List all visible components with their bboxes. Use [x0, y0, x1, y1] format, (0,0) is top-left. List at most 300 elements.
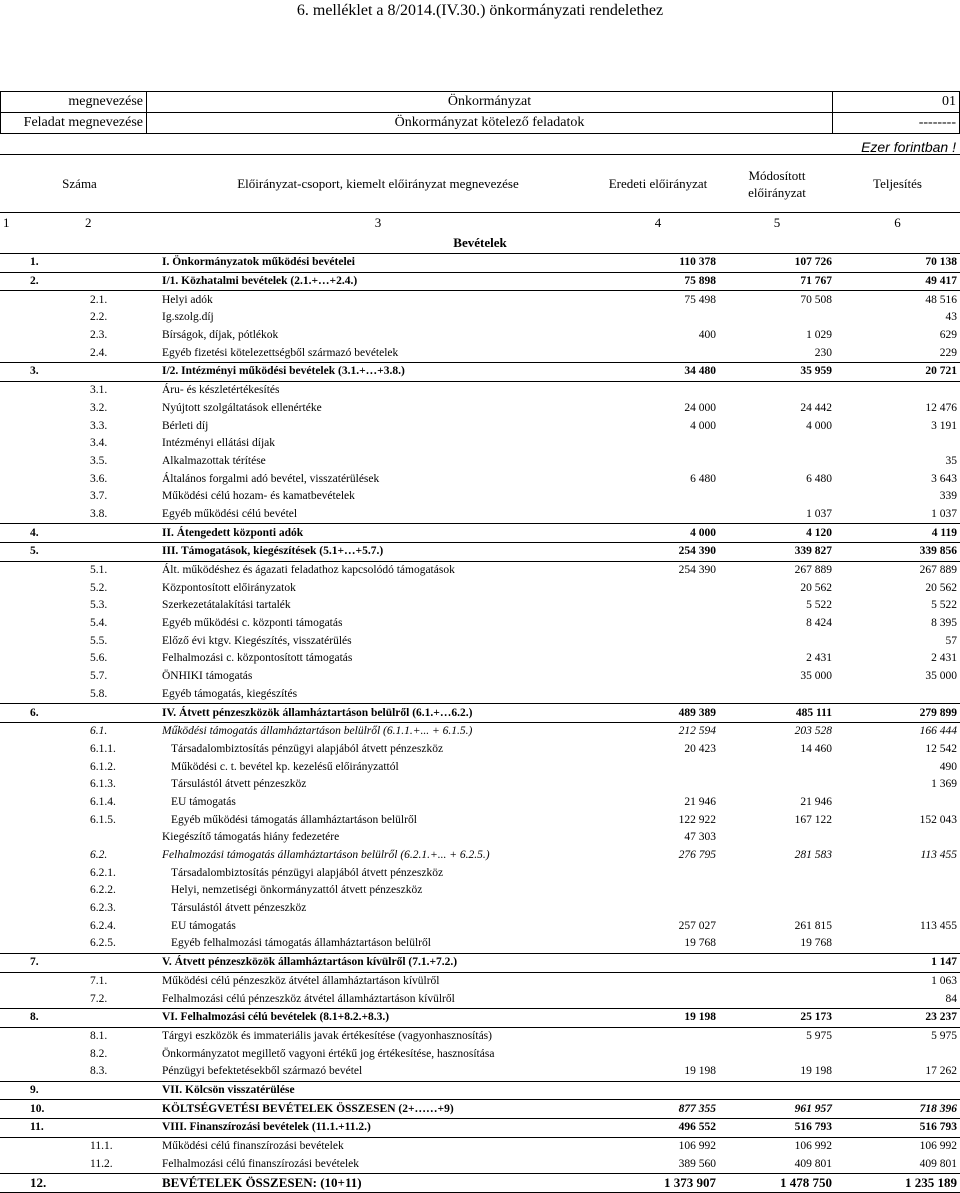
- row-teljesites: [835, 435, 960, 453]
- row-teljesites: 12 476: [925, 401, 957, 414]
- row-teljesites: 267 889: [919, 564, 957, 577]
- row-subnumber: 3.6.: [90, 472, 108, 485]
- row-subnumber: [82, 953, 159, 972]
- row-eredeti: [597, 900, 719, 918]
- row-number: [0, 597, 82, 615]
- row-number: [0, 344, 82, 362]
- row-eredeti: [597, 506, 719, 524]
- row-name: Pénzügyi befektetésekből származó bevétel: [162, 1065, 363, 1078]
- row-subnumber: [82, 543, 159, 562]
- row-name: ÖNHIKI támogatás: [162, 670, 253, 683]
- row-eredeti: [597, 579, 719, 597]
- row-eredeti: 106 992: [678, 1140, 716, 1153]
- row-modositott: 35 000: [800, 670, 832, 683]
- row-modositott: 261 815: [794, 919, 832, 932]
- row-eredeti: [597, 864, 719, 882]
- row-name: Központosított előirányzatok: [162, 581, 296, 594]
- row-teljesites: 20 562: [925, 581, 957, 594]
- row-subnumber: 11.1.: [90, 1140, 113, 1153]
- row-teljesites: 4 119: [835, 524, 960, 543]
- row-name: KÖLTSÉGVETÉSI BEVÉTELEK ÖSSZESEN (2+……+9): [159, 1100, 597, 1119]
- row-number: [0, 1155, 82, 1173]
- row-name: Egyéb felhalmozási támogatás államháztartáson belülről: [171, 937, 431, 950]
- row-subnumber: [82, 272, 159, 291]
- row-teljesites: 629: [939, 329, 957, 342]
- row-subnumber: [82, 1174, 159, 1193]
- row-teljesites: [835, 935, 960, 953]
- row-name: Ig.szolg.díj: [162, 311, 214, 324]
- row-eredeti: 19 198: [597, 1008, 719, 1027]
- row-eredeti: 276 795: [678, 849, 716, 862]
- row-subnumber: 6.2.: [90, 849, 108, 862]
- table-row: [0, 882, 960, 900]
- row-subnumber: 2.3.: [90, 329, 108, 342]
- row-number: 3.: [0, 363, 82, 382]
- row-name: Társadalombiztosítás pénzügyi alapjából átvett pénzeszköz: [171, 866, 444, 879]
- row-number: [0, 882, 82, 900]
- row-eredeti: 122 922: [678, 813, 716, 826]
- table-row: [0, 917, 960, 935]
- table-row: [0, 615, 960, 633]
- row-modositott: 8 424: [806, 617, 832, 630]
- row-teljesites: 516 793: [835, 1119, 960, 1138]
- row-modositott: 203 528: [794, 725, 832, 738]
- row-teljesites: 166 444: [919, 725, 957, 738]
- row-teljesites: 279 899: [835, 704, 960, 723]
- table-row: [0, 632, 960, 650]
- row-teljesites: 1 037: [931, 507, 957, 520]
- row-subnumber: 3.5.: [90, 454, 108, 467]
- row-subnumber: [82, 363, 159, 382]
- table-row: [0, 272, 960, 291]
- row-number: [0, 291, 82, 309]
- row-name: Működési c. t. bevétel kp. kezelésű előirányzattól: [171, 760, 399, 773]
- row-number: [0, 864, 82, 882]
- row-modositott: [719, 686, 835, 704]
- row-name: Előző évi ktgv. Kiegészítés, visszatérülés: [162, 634, 352, 647]
- row-subnumber: 2.2.: [90, 311, 108, 324]
- row-teljesites: 35 000: [925, 670, 957, 683]
- row-eredeti: 75 498: [684, 293, 716, 306]
- row-modositott: 4 000: [806, 419, 832, 432]
- col-modositott: Módosított előirányzat: [748, 167, 806, 200]
- row-subnumber: [82, 829, 159, 847]
- row-name: Ált. működéshez és ágazati feladathoz kapcsolódó támogatások: [162, 564, 455, 577]
- row-teljesites: 339 856: [835, 543, 960, 562]
- row-name: III. Támogatások, kiegészítések (5.1+…+5.7.): [159, 543, 597, 562]
- row-number: [0, 722, 82, 740]
- row-eredeti: 389 560: [678, 1157, 716, 1170]
- table-row: [0, 381, 960, 399]
- row-modositott: 106 992: [794, 1140, 832, 1153]
- table-row: [0, 704, 960, 723]
- row-number: [0, 561, 82, 579]
- row-name: Társulástól átvett pénzeszköz: [171, 902, 307, 915]
- row-name: Felhalmozási célú pénzeszköz átvétel államháztartáson kívülről: [162, 992, 455, 1005]
- table-row: [0, 1008, 960, 1027]
- row-eredeti: [597, 953, 719, 972]
- row-number: [0, 972, 82, 990]
- colnum-2: 2: [85, 214, 92, 230]
- row-modositott: 5 522: [806, 599, 832, 612]
- row-modositott: 5 975: [806, 1029, 832, 1042]
- row-subnumber: 8.2.: [90, 1047, 108, 1060]
- row-number: [0, 506, 82, 524]
- row-number: [0, 488, 82, 506]
- row-number: 5.: [0, 543, 82, 562]
- row-subnumber: 3.8.: [90, 507, 108, 520]
- table-row: [0, 435, 960, 453]
- table-row: [0, 794, 960, 812]
- table-row: [0, 1045, 960, 1063]
- row-subnumber: 6.1.2.: [90, 760, 116, 773]
- row-number: [0, 758, 82, 776]
- row-modositott: [719, 758, 835, 776]
- row-teljesites: [835, 794, 960, 812]
- row-name: Felhalmozási célú finanszírozási bevételek: [162, 1157, 360, 1170]
- table-row: [0, 597, 960, 615]
- row-number: [0, 935, 82, 953]
- row-eredeti: 254 390: [597, 543, 719, 562]
- table-row: [0, 1027, 960, 1045]
- row-number: [0, 794, 82, 812]
- row-number: [0, 435, 82, 453]
- row-number: [0, 1045, 82, 1063]
- col-teljesites: Teljesítés: [873, 176, 922, 191]
- unit-label: Ezer forintban !: [861, 139, 956, 155]
- row-subnumber: 8.3.: [90, 1065, 108, 1078]
- row-subnumber: 3.3.: [90, 419, 108, 432]
- row-teljesites: 8 395: [931, 617, 957, 630]
- row-name: I/2. Intézményi működési bevételek (3.1.+…+3.8.): [159, 363, 597, 382]
- table-row: [0, 972, 960, 990]
- row-modositott: [719, 1045, 835, 1063]
- row-name: VII. Kölcsön visszatérülése: [159, 1081, 597, 1100]
- row-name: VI. Felhalmozási célú bevételek (8.1+8.2.+8.3.): [159, 1008, 597, 1027]
- row-teljesites: 23 237: [835, 1008, 960, 1027]
- row-subnumber: 5.2.: [90, 581, 108, 594]
- row-eredeti: 257 027: [678, 919, 716, 932]
- row-name: Tárgyi eszközök és immateriális javak értékesítése (vagyonhasznosítás): [162, 1029, 492, 1042]
- row-eredeti: 110 378: [597, 254, 719, 273]
- table-row: [0, 363, 960, 382]
- row-subnumber: 5.8.: [90, 687, 108, 700]
- table-row: [0, 453, 960, 471]
- row-modositott: 19 198: [800, 1065, 832, 1078]
- row-name: Kiegészítő támogatás hiány fedezetére: [162, 831, 340, 844]
- header-row-2: [1, 113, 960, 134]
- table-row: [0, 470, 960, 488]
- row-eredeti: [597, 990, 719, 1008]
- row-modositott: 961 957: [719, 1100, 835, 1119]
- row-modositott: 1 037: [806, 507, 832, 520]
- row-teljesites: 5 522: [931, 599, 957, 612]
- row-teljesites: 70 138: [835, 254, 960, 273]
- row-number: [0, 632, 82, 650]
- row-subnumber: 6.1.1.: [90, 742, 116, 755]
- row-modositott: 1 029: [806, 329, 832, 342]
- row-number: 12.: [0, 1174, 82, 1193]
- colnum-5: 5: [773, 214, 781, 230]
- table-row: [0, 741, 960, 759]
- header-code-2: --------: [833, 113, 960, 134]
- row-number: [0, 917, 82, 935]
- row-teljesites: 113 455: [920, 849, 957, 862]
- table-row: [0, 1063, 960, 1081]
- row-teljesites: 17 262: [925, 1065, 957, 1078]
- row-modositott: [719, 632, 835, 650]
- row-teljesites: 5 975: [931, 1029, 957, 1042]
- row-name: Intézményi ellátási díjak: [162, 437, 276, 450]
- row-teljesites: [835, 381, 960, 399]
- header-code-1: 01: [833, 92, 960, 113]
- row-modositott: [719, 453, 835, 471]
- row-eredeti: [597, 882, 719, 900]
- row-teljesites: 43: [945, 311, 957, 324]
- row-modositott: 339 827: [719, 543, 835, 562]
- row-name: Egyéb működési célú bevétel: [162, 507, 298, 520]
- row-number: [0, 309, 82, 327]
- table-row: [0, 650, 960, 668]
- row-teljesites: 1 235 189: [835, 1174, 960, 1193]
- row-modositott: [719, 776, 835, 794]
- row-number: [0, 470, 82, 488]
- table-row: [0, 811, 960, 829]
- row-modositott: [719, 990, 835, 1008]
- table-row: [0, 829, 960, 847]
- table-row: [0, 722, 960, 740]
- row-name: I. Önkormányzatok működési bevételei: [159, 254, 597, 273]
- row-modositott: 107 726: [719, 254, 835, 273]
- row-name: Működési célú hozam- és kamatbevételek: [162, 490, 355, 503]
- row-teljesites: 490: [939, 760, 957, 773]
- table-row: [0, 668, 960, 686]
- table-row: [0, 344, 960, 362]
- row-subnumber: 6.1.3.: [90, 778, 116, 791]
- row-teljesites: [835, 1081, 960, 1100]
- row-number: 7.: [0, 953, 82, 972]
- row-eredeti: [597, 972, 719, 990]
- row-name: Önkormányzatot megillető vagyoni értékű jog értékesítése, hasznosítása: [162, 1047, 495, 1060]
- row-name: Működési célú pénzeszköz átvétel államháztartáson kívülről: [162, 974, 440, 987]
- row-name: Felhalmozási támogatás államháztartáson belülről (6.2.1.+... + 6.2.5.): [162, 849, 490, 862]
- row-number: [0, 686, 82, 704]
- row-eredeti: [597, 453, 719, 471]
- table-row: [0, 327, 960, 345]
- row-subnumber: 5.6.: [90, 652, 108, 665]
- row-name: I/1. Közhatalmi bevételek (2.1.+…+2.4.): [159, 272, 597, 291]
- row-subnumber: 3.1.: [90, 384, 108, 397]
- row-teljesites: 48 516: [925, 293, 957, 306]
- row-number: 2.: [0, 272, 82, 291]
- row-modositott: [719, 864, 835, 882]
- budget-table: [0, 154, 960, 1193]
- row-modositott: 267 889: [794, 564, 832, 577]
- col-szama: Száma: [62, 176, 97, 191]
- col-megnevezes: Előirányzat-csoport, kiemelt előirányzat megnevezése: [237, 176, 519, 191]
- row-eredeti: 877 355: [597, 1100, 719, 1119]
- row-name: Bérleti díj: [162, 419, 209, 432]
- row-subnumber: 6.2.3.: [90, 902, 116, 915]
- row-name: Felhalmozási c. központosított támogatás: [162, 652, 353, 665]
- table-row: [0, 543, 960, 562]
- row-number: [0, 453, 82, 471]
- row-modositott: 409 801: [794, 1157, 832, 1170]
- table-row: [0, 953, 960, 972]
- row-name: Egyéb működési c. központi támogatás: [162, 617, 343, 630]
- table-row: [0, 1119, 960, 1138]
- row-name: V. Átvett pénzeszközök államháztartáson kívülről (7.1.+7.2.): [159, 953, 597, 972]
- row-eredeti: [597, 344, 719, 362]
- row-subnumber: 5.1.: [90, 564, 108, 577]
- table-row: [0, 1137, 960, 1155]
- row-eredeti: 75 898: [597, 272, 719, 291]
- row-teljesites: [835, 864, 960, 882]
- row-eredeti: 24 000: [684, 401, 716, 414]
- row-modositott: 35 959: [719, 363, 835, 382]
- column-header-row: [0, 155, 960, 213]
- row-eredeti: 4 000: [690, 419, 716, 432]
- row-eredeti: [597, 1081, 719, 1100]
- row-name: II. Átengedett központi adók: [159, 524, 597, 543]
- row-modositott: 6 480: [806, 472, 832, 485]
- row-name: Egyéb működési támogatás államháztartáson belülről: [171, 813, 417, 826]
- section-title: Bevételek: [453, 234, 507, 250]
- header-value-1: Önkormányzat: [147, 92, 833, 113]
- table-row: [0, 758, 960, 776]
- colnum-4: 4: [654, 214, 662, 230]
- table-row: [0, 291, 960, 309]
- row-eredeti: [597, 668, 719, 686]
- row-teljesites: [835, 1045, 960, 1063]
- row-teljesites: 106 992: [919, 1140, 957, 1153]
- row-modositott: 14 460: [800, 742, 832, 755]
- row-subnumber: 6.1.: [90, 725, 108, 738]
- row-modositott: [719, 1081, 835, 1100]
- row-subnumber: 6.2.5.: [90, 937, 116, 950]
- header-value-2: Önkormányzat kötelező feladatok: [147, 113, 833, 134]
- row-subnumber: 3.7.: [90, 490, 108, 503]
- table-row: [0, 990, 960, 1008]
- row-eredeti: 21 946: [684, 795, 716, 808]
- row-modositott: [719, 972, 835, 990]
- table-row: [0, 417, 960, 435]
- row-subnumber: 6.2.2.: [90, 884, 116, 897]
- row-teljesites: 1 147: [835, 953, 960, 972]
- row-eredeti: [597, 776, 719, 794]
- row-name: Alkalmazottak térítése: [162, 454, 266, 467]
- row-teljesites: 57: [945, 634, 957, 647]
- row-number: [0, 381, 82, 399]
- header-table: [0, 91, 960, 134]
- row-eredeti: 19 768: [684, 937, 716, 950]
- row-name: Általános forgalmi adó bevétel, visszatérülések: [162, 472, 380, 485]
- row-number: [0, 900, 82, 918]
- row-number: [0, 1137, 82, 1155]
- row-name: Működési támogatás államháztartáson belülről (6.1.1.+... + 6.1.5.): [162, 725, 473, 738]
- row-eredeti: 34 480: [597, 363, 719, 382]
- row-teljesites: 1 369: [931, 778, 957, 791]
- row-modositott: [719, 882, 835, 900]
- row-teljesites: 12 542: [925, 742, 957, 755]
- row-eredeti: [597, 435, 719, 453]
- row-eredeti: [597, 1045, 719, 1063]
- row-modositott: 516 793: [719, 1119, 835, 1138]
- table-row: [0, 561, 960, 579]
- row-modositott: 230: [814, 346, 832, 359]
- row-name: EU támogatás: [171, 919, 236, 932]
- row-subnumber: [82, 1008, 159, 1027]
- row-modositott: 19 768: [800, 937, 832, 950]
- row-number: [0, 776, 82, 794]
- row-subnumber: [82, 704, 159, 723]
- colnum-1: 1: [3, 214, 10, 230]
- row-eredeti: [597, 758, 719, 776]
- row-modositott: 4 120: [719, 524, 835, 543]
- row-number: 9.: [0, 1081, 82, 1100]
- row-subnumber: [82, 254, 159, 273]
- row-eredeti: 6 480: [690, 472, 716, 485]
- row-eredeti: [597, 597, 719, 615]
- row-teljesites: 339: [939, 490, 957, 503]
- table-row: [0, 579, 960, 597]
- row-modositott: [719, 829, 835, 847]
- row-name: IV. Átvett pénzeszközök államháztartáson belülről (6.1.+…6.2.): [159, 704, 597, 723]
- table-row: [0, 900, 960, 918]
- row-subnumber: 8.1.: [90, 1029, 108, 1042]
- row-teljesites: [835, 882, 960, 900]
- row-teljesites: [835, 686, 960, 704]
- row-modositott: 24 442: [800, 401, 832, 414]
- row-modositott: 71 767: [719, 272, 835, 291]
- row-number: [0, 400, 82, 418]
- row-teljesites: 113 455: [920, 919, 957, 932]
- row-name: Társadalombiztosítás pénzügyi alapjából átvett pénzeszköz: [171, 742, 444, 755]
- row-number: [0, 811, 82, 829]
- row-teljesites: 152 043: [919, 813, 957, 826]
- table-row: [0, 488, 960, 506]
- table-row: [0, 506, 960, 524]
- row-modositott: [719, 488, 835, 506]
- row-teljesites: 718 396: [835, 1100, 960, 1119]
- table-row: [0, 864, 960, 882]
- header-label-1: megnevezése: [1, 92, 147, 113]
- row-eredeti: [597, 381, 719, 399]
- row-modositott: 281 583: [794, 849, 832, 862]
- row-modositott: 70 508: [800, 293, 832, 306]
- page-title: 6. melléklet a 8/2014.(IV.30.) önkormányzati rendelethez: [296, 2, 664, 19]
- row-modositott: 21 946: [800, 795, 832, 808]
- row-modositott: [719, 381, 835, 399]
- row-number: [0, 1027, 82, 1045]
- row-name: EU támogatás: [171, 795, 236, 808]
- row-number: [0, 829, 82, 847]
- row-teljesites: [835, 900, 960, 918]
- row-subnumber: 7.2.: [90, 992, 108, 1005]
- row-modositott: 1 478 750: [719, 1174, 835, 1193]
- row-modositott: 20 562: [800, 581, 832, 594]
- table-row: [0, 1174, 960, 1193]
- row-teljesites: 35: [945, 454, 957, 467]
- header-row-1: [1, 92, 960, 113]
- row-eredeti: [597, 488, 719, 506]
- row-number: [0, 1063, 82, 1081]
- row-subnumber: 11.2.: [90, 1157, 113, 1170]
- row-number: [0, 741, 82, 759]
- row-subnumber: [82, 1081, 159, 1100]
- row-eredeti: 4 000: [597, 524, 719, 543]
- row-name: Szerkezetátalakítási tartalék: [162, 599, 291, 612]
